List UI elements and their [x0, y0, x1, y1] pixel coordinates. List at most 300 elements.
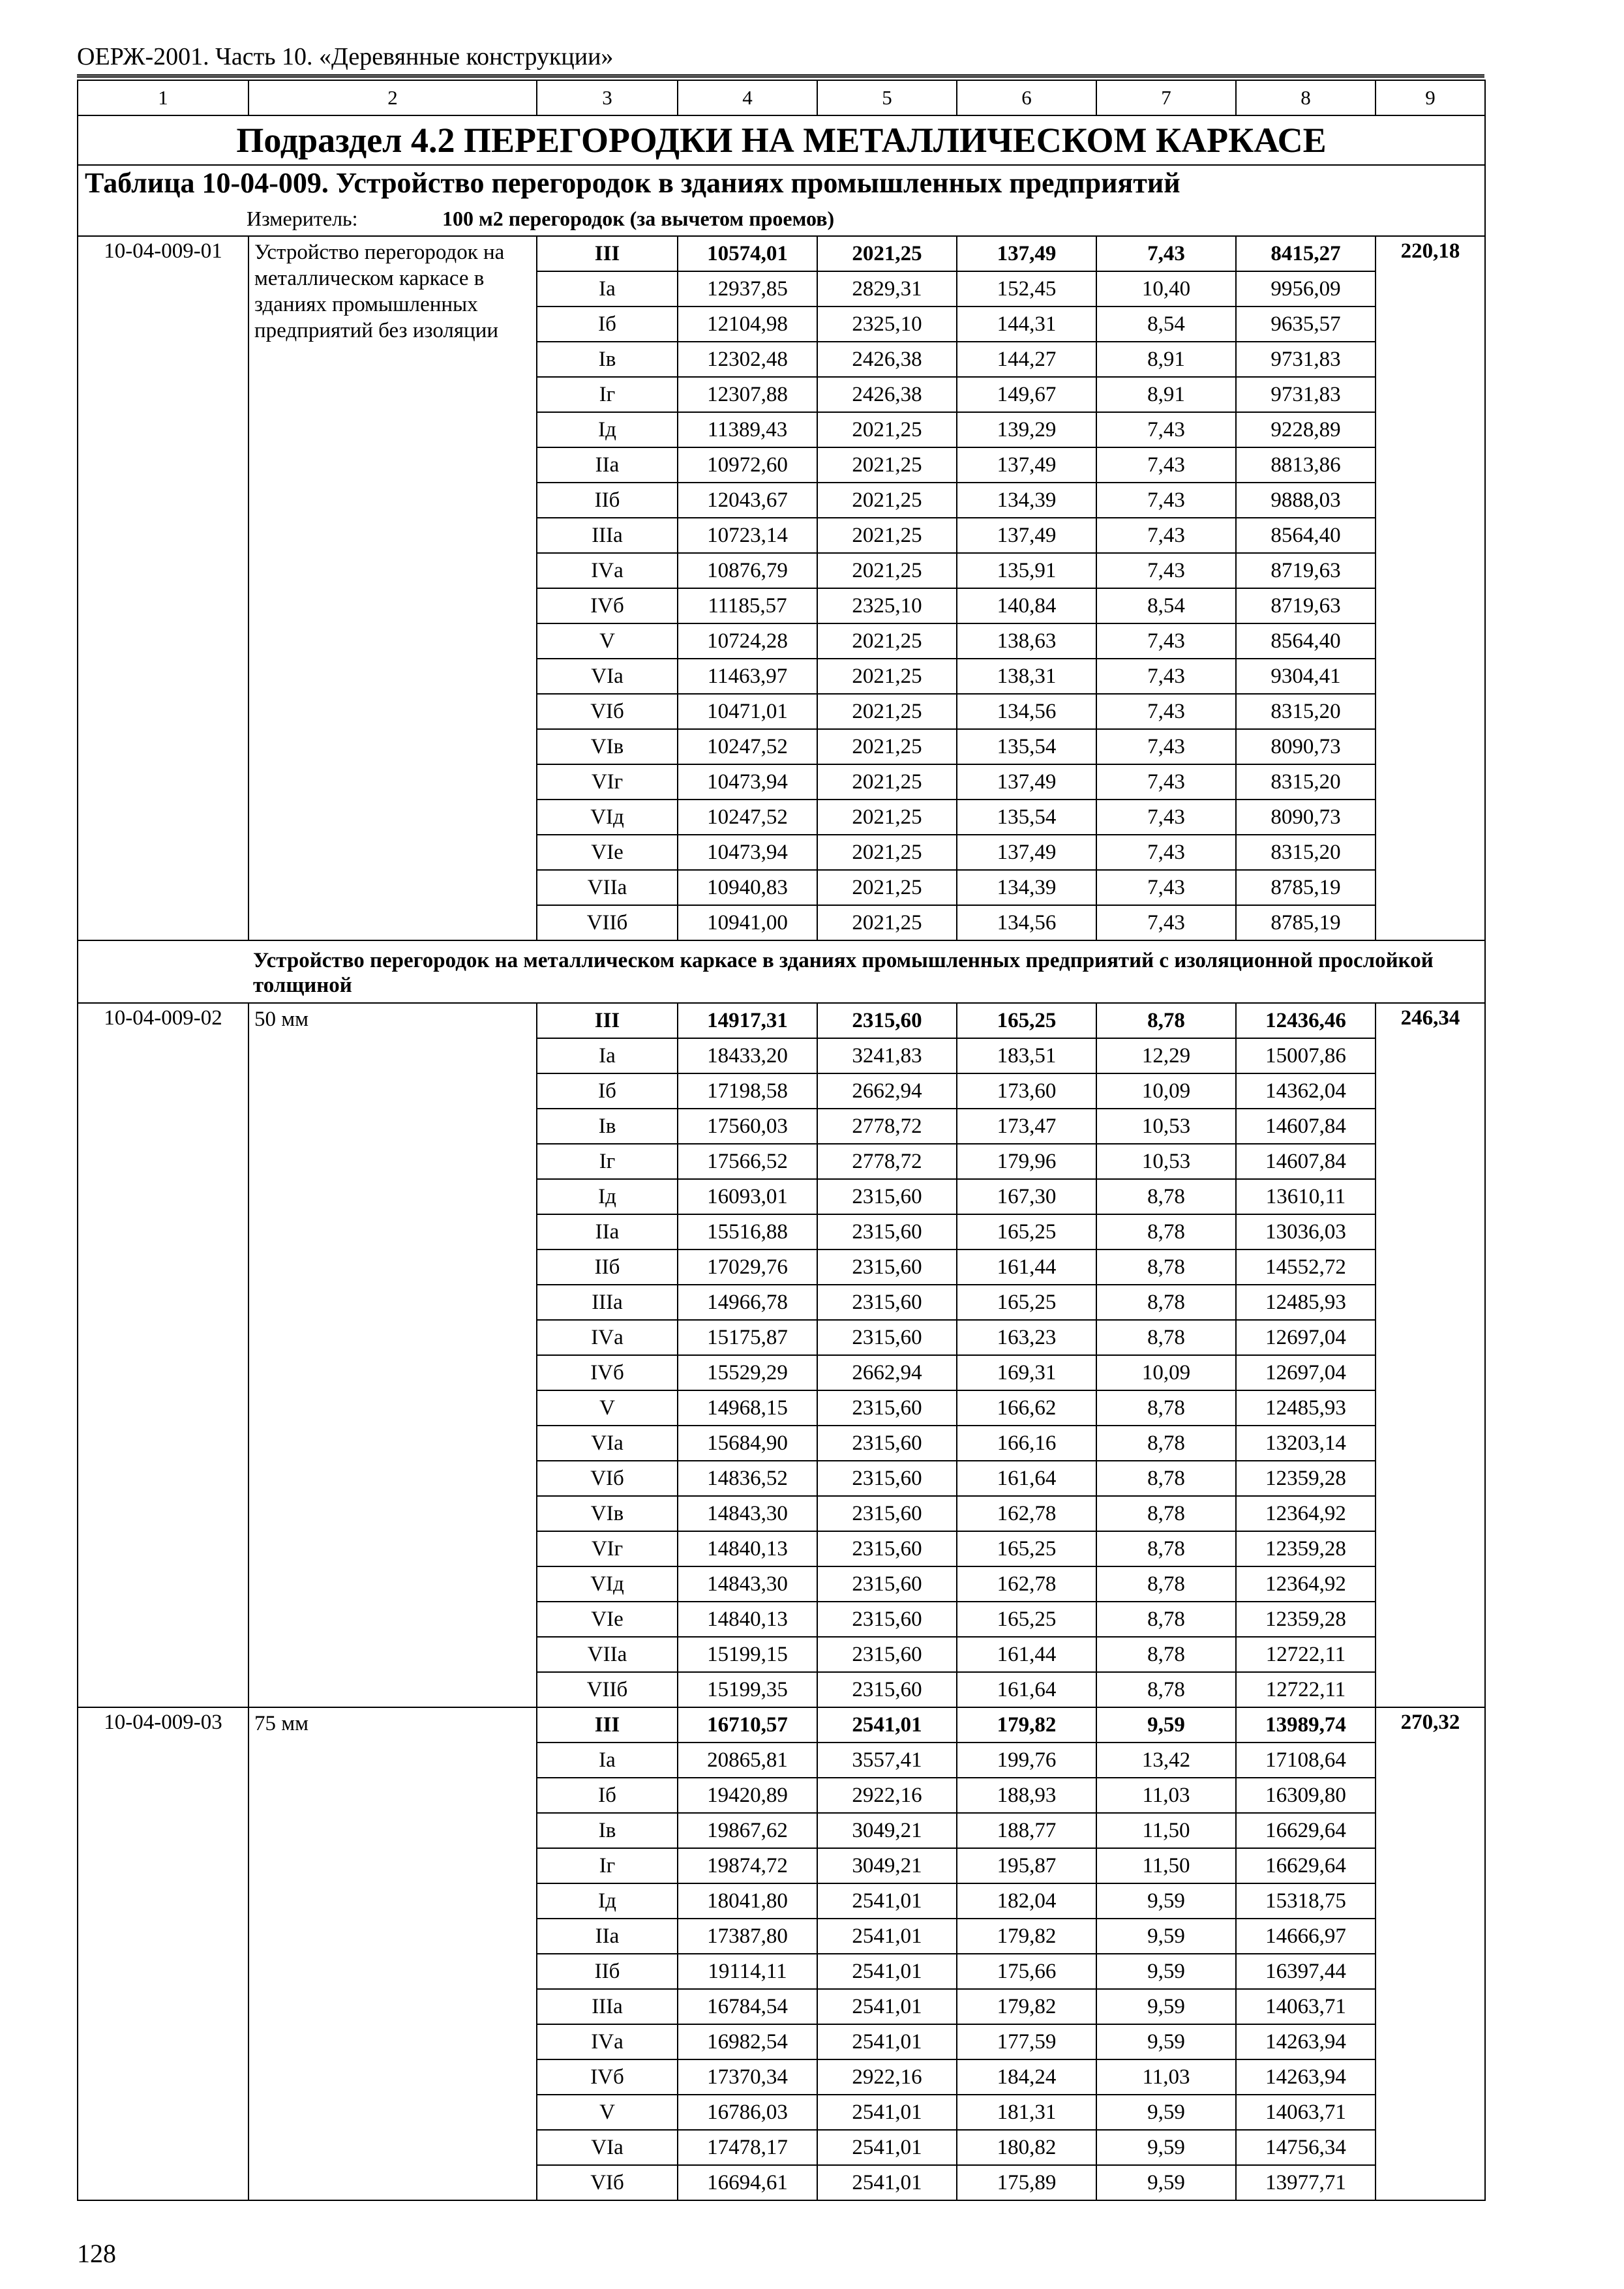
zone-cell: IVа [537, 553, 678, 588]
table-row [78, 1707, 1485, 1743]
section-title-row [78, 940, 1485, 1003]
value-cell: 134,39 [957, 483, 1096, 518]
value-cell: 17566,52 [678, 1144, 817, 1179]
value-cell: 7,43 [1096, 729, 1236, 764]
value-cell: 20865,81 [678, 1743, 817, 1778]
value-cell: 14263,94 [1236, 2059, 1376, 2095]
value-cell: 15175,87 [678, 1320, 817, 1355]
zone-cell: VIIб [537, 905, 678, 940]
value-cell: 163,23 [957, 1320, 1096, 1355]
column-number: 9 [1376, 80, 1485, 115]
value-cell: 8,54 [1096, 307, 1236, 342]
meter-label: Измеритель: [247, 206, 358, 230]
value-cell: 2541,01 [817, 1989, 957, 2024]
zone-cell: VIIа [537, 1637, 678, 1672]
value-cell: 179,82 [957, 1707, 1096, 1743]
value-cell: 2315,60 [817, 1496, 957, 1531]
value-cell: 9,59 [1096, 2024, 1236, 2059]
value-cell: 2325,10 [817, 588, 957, 623]
zone-cell: VIб [537, 694, 678, 729]
zone-cell: III [537, 236, 678, 271]
value-cell: 173,47 [957, 1109, 1096, 1144]
value-cell: 165,25 [957, 1285, 1096, 1320]
value-cell: 14843,30 [678, 1496, 817, 1531]
column-number: 3 [537, 80, 678, 115]
value-cell: 2021,25 [817, 835, 957, 870]
value-cell: 12302,48 [678, 342, 817, 377]
value-cell: 9,59 [1096, 1919, 1236, 1954]
value-cell: 2426,38 [817, 377, 957, 412]
zone-cell: Iв [537, 1109, 678, 1144]
value-cell: 12359,28 [1236, 1602, 1376, 1637]
column-number: 2 [248, 80, 537, 115]
value-cell: 14666,97 [1236, 1919, 1376, 1954]
value-cell: 15516,88 [678, 1214, 817, 1249]
value-cell: 8,78 [1096, 1285, 1236, 1320]
value-cell: 8564,40 [1236, 518, 1376, 553]
zone-cell: V [537, 1390, 678, 1426]
value-cell: 16629,64 [1236, 1848, 1376, 1883]
value-cell: 10,40 [1096, 271, 1236, 307]
value-cell: 10247,52 [678, 729, 817, 764]
table-row [78, 1003, 1485, 1038]
value-cell: 134,39 [957, 870, 1096, 905]
value-cell: 8090,73 [1236, 800, 1376, 835]
value-cell: 17478,17 [678, 2130, 817, 2165]
value-cell: 19114,11 [678, 1954, 817, 1989]
zone-cell: Iа [537, 1743, 678, 1778]
zone-cell: Iа [537, 1038, 678, 1073]
zone-cell: VIб [537, 1461, 678, 1496]
value-cell: 14968,15 [678, 1390, 817, 1426]
value-cell: 8813,86 [1236, 447, 1376, 483]
value-cell: 10473,94 [678, 835, 817, 870]
value-cell: 139,29 [957, 412, 1096, 447]
table-title: Таблица 10-04-009. Устройство перегородок в зданиях промышленных предприятий [78, 165, 1485, 201]
zone-cell: IIа [537, 1919, 678, 1954]
value-cell: 17029,76 [678, 1249, 817, 1285]
value-cell: 8,78 [1096, 1531, 1236, 1566]
column-number: 7 [1096, 80, 1236, 115]
value-cell: 177,59 [957, 2024, 1096, 2059]
value-cell: 8719,63 [1236, 588, 1376, 623]
table-title-row [78, 165, 1485, 201]
value-cell: 2021,25 [817, 694, 957, 729]
value-cell: 9,59 [1096, 1954, 1236, 1989]
value-cell: 188,93 [957, 1778, 1096, 1813]
value-cell: 12359,28 [1236, 1461, 1376, 1496]
value-cell: 8315,20 [1236, 764, 1376, 800]
page-header: ОЕРЖ-2001. Часть 10. «Деревянные конструкции» [77, 43, 614, 70]
value-cell: 9956,09 [1236, 271, 1376, 307]
value-cell: 2315,60 [817, 1426, 957, 1461]
zone-cell: IIа [537, 447, 678, 483]
zone-cell: Iб [537, 1778, 678, 1813]
value-cell: 2315,60 [817, 1214, 957, 1249]
value-cell: 9,59 [1096, 2165, 1236, 2200]
value-cell: 16309,80 [1236, 1778, 1376, 1813]
value-cell: 14966,78 [678, 1285, 817, 1320]
value-cell: 14362,04 [1236, 1073, 1376, 1109]
value-cell: 10247,52 [678, 800, 817, 835]
value-cell: 152,45 [957, 271, 1096, 307]
value-cell: 135,54 [957, 800, 1096, 835]
value-cell: 14552,72 [1236, 1249, 1376, 1285]
value-cell: 161,64 [957, 1461, 1096, 1496]
value-cell: 7,43 [1096, 694, 1236, 729]
value-cell: 17387,80 [678, 1919, 817, 1954]
value-cell: 8,78 [1096, 1003, 1236, 1038]
value-cell: 2021,25 [817, 236, 957, 271]
value-cell: 15199,35 [678, 1672, 817, 1707]
value-cell: 161,64 [957, 1672, 1096, 1707]
value-cell: 2021,25 [817, 905, 957, 940]
value-cell: 138,63 [957, 623, 1096, 659]
value-cell: 16786,03 [678, 2095, 817, 2130]
value-cell: 184,24 [957, 2059, 1096, 2095]
value-cell: 14836,52 [678, 1461, 817, 1496]
value-cell: 13,42 [1096, 1743, 1236, 1778]
value-cell: 11,50 [1096, 1813, 1236, 1848]
value-cell: 12359,28 [1236, 1531, 1376, 1566]
value-cell: 2325,10 [817, 307, 957, 342]
value-cell: 8,78 [1096, 1602, 1236, 1637]
page-number: 128 [77, 2239, 116, 2268]
value-cell: 10724,28 [678, 623, 817, 659]
value-cell: 179,96 [957, 1144, 1096, 1179]
value-cell: 19867,62 [678, 1813, 817, 1848]
value-cell: 8,78 [1096, 1566, 1236, 1602]
value-cell: 175,89 [957, 2165, 1096, 2200]
zone-cell: IVб [537, 2059, 678, 2095]
value-cell: 8,78 [1096, 1672, 1236, 1707]
zone-cell: VIб [537, 2165, 678, 2200]
value-cell: 3557,41 [817, 1743, 957, 1778]
value-cell: 179,82 [957, 1989, 1096, 2024]
value-cell: 2315,60 [817, 1461, 957, 1496]
value-cell: 2021,25 [817, 800, 957, 835]
value-cell: 15318,75 [1236, 1883, 1376, 1919]
value-cell: 12722,11 [1236, 1672, 1376, 1707]
value-cell: 137,49 [957, 236, 1096, 271]
value-cell: 10,09 [1096, 1073, 1236, 1109]
item-description: 50 мм [248, 1003, 537, 1707]
zone-cell: VIг [537, 1531, 678, 1566]
column-number: 4 [678, 80, 817, 115]
value-cell: 13036,03 [1236, 1214, 1376, 1249]
zone-cell: IVб [537, 1355, 678, 1390]
value-cell: 9731,83 [1236, 342, 1376, 377]
value-cell: 3241,83 [817, 1038, 957, 1073]
value-cell: 19874,72 [678, 1848, 817, 1883]
value-cell: 2315,60 [817, 1602, 957, 1637]
value-cell: 2021,25 [817, 659, 957, 694]
value-cell: 14607,84 [1236, 1109, 1376, 1144]
value-cell: 2541,01 [817, 1883, 957, 1919]
value-cell: 3049,21 [817, 1813, 957, 1848]
value-cell: 7,43 [1096, 553, 1236, 588]
value-cell: 2778,72 [817, 1144, 957, 1179]
value-cell: 162,78 [957, 1566, 1096, 1602]
value-cell: 9,59 [1096, 2130, 1236, 2165]
value-cell: 12043,67 [678, 483, 817, 518]
value-cell: 15684,90 [678, 1426, 817, 1461]
value-cell: 7,43 [1096, 905, 1236, 940]
value-cell: 12697,04 [1236, 1355, 1376, 1390]
value-cell: 134,56 [957, 905, 1096, 940]
value-cell: 165,25 [957, 1531, 1096, 1566]
zone-cell: IIб [537, 1249, 678, 1285]
value-cell: 12,29 [1096, 1038, 1236, 1073]
value-cell: 14840,13 [678, 1531, 817, 1566]
value-cell: 180,82 [957, 2130, 1096, 2165]
zone-cell: IVб [537, 588, 678, 623]
table-row [78, 236, 1485, 271]
value-cell: 8,91 [1096, 342, 1236, 377]
value-cell: 2021,25 [817, 623, 957, 659]
value-cell: 169,31 [957, 1355, 1096, 1390]
zone-cell: Iб [537, 1073, 678, 1109]
value-cell: 2021,25 [817, 764, 957, 800]
value-cell: 195,87 [957, 1848, 1096, 1883]
meter-value: 100 м2 перегородок (за вычетом проемов) [442, 206, 835, 230]
value-cell: 161,44 [957, 1249, 1096, 1285]
value-cell: 8719,63 [1236, 553, 1376, 588]
value-cell: 7,43 [1096, 800, 1236, 835]
value-cell: 9,59 [1096, 1883, 1236, 1919]
zone-cell: IIб [537, 483, 678, 518]
column-number: 6 [957, 80, 1096, 115]
zone-cell: IIIа [537, 1285, 678, 1320]
value-cell: 17560,03 [678, 1109, 817, 1144]
value-cell: 8564,40 [1236, 623, 1376, 659]
zone-cell: VIIб [537, 1672, 678, 1707]
value-cell: 7,43 [1096, 412, 1236, 447]
value-cell: 14063,71 [1236, 2095, 1376, 2130]
value-cell: 8,78 [1096, 1214, 1236, 1249]
value-cell: 8785,19 [1236, 870, 1376, 905]
value-cell: 166,62 [957, 1390, 1096, 1426]
value-cell: 12722,11 [1236, 1637, 1376, 1672]
value-cell: 8,54 [1096, 588, 1236, 623]
value-cell: 137,49 [957, 518, 1096, 553]
zone-cell: VIа [537, 659, 678, 694]
value-cell: 10972,60 [678, 447, 817, 483]
value-cell: 2021,25 [817, 483, 957, 518]
column-numbers-row [78, 80, 1485, 115]
value-cell: 9888,03 [1236, 483, 1376, 518]
value-cell: 19420,89 [678, 1778, 817, 1813]
value-cell: 16093,01 [678, 1179, 817, 1214]
value-cell: 10,53 [1096, 1144, 1236, 1179]
zone-cell: V [537, 2095, 678, 2130]
value-cell: 134,56 [957, 694, 1096, 729]
zone-cell: IIа [537, 1214, 678, 1249]
value-cell: 12364,92 [1236, 1566, 1376, 1602]
value-cell: 15199,15 [678, 1637, 817, 1672]
value-cell: 14917,31 [678, 1003, 817, 1038]
zone-cell: VIа [537, 1426, 678, 1461]
value-cell: 16694,61 [678, 2165, 817, 2200]
item-code: 10-04-009-02 [78, 1003, 248, 1707]
value-cell: 10876,79 [678, 553, 817, 588]
value-cell: 16629,64 [1236, 1813, 1376, 1848]
value-cell: 183,51 [957, 1038, 1096, 1073]
value-cell: 12697,04 [1236, 1320, 1376, 1355]
value-cell: 11463,97 [678, 659, 817, 694]
value-cell: 2426,38 [817, 342, 957, 377]
value-cell: 2315,60 [817, 1566, 957, 1602]
value-cell: 8,78 [1096, 1390, 1236, 1426]
zone-cell: Iд [537, 1179, 678, 1214]
value-cell: 137,49 [957, 447, 1096, 483]
value-cell: 17198,58 [678, 1073, 817, 1109]
value-cell: 2021,25 [817, 729, 957, 764]
value-cell: 2315,60 [817, 1179, 957, 1214]
value-cell: 7,43 [1096, 835, 1236, 870]
value-cell: 7,43 [1096, 483, 1236, 518]
zone-cell: IIIа [537, 1989, 678, 2024]
zone-cell: VIд [537, 1566, 678, 1602]
column-number: 8 [1236, 80, 1376, 115]
value-cell: 2541,01 [817, 2130, 957, 2165]
zone-cell: VIа [537, 2130, 678, 2165]
zone-cell: VIIа [537, 870, 678, 905]
zone-cell: Iг [537, 377, 678, 412]
value-cell: 137,49 [957, 835, 1096, 870]
value-cell: 2541,01 [817, 1954, 957, 1989]
item-description: Устройство перегородок на металлическом каркасе в зданиях промышленных предприятий без изоляции [248, 236, 537, 940]
value-cell: 11,03 [1096, 1778, 1236, 1813]
item-code: 10-04-009-03 [78, 1707, 248, 2200]
zone-cell: VIв [537, 729, 678, 764]
value-cell: 9,59 [1096, 1989, 1236, 2024]
value-cell: 8,78 [1096, 1249, 1236, 1285]
item-total: 246,34 [1376, 1003, 1485, 1707]
value-cell: 7,43 [1096, 623, 1236, 659]
value-cell: 8,78 [1096, 1637, 1236, 1672]
value-cell: 2922,16 [817, 2059, 957, 2095]
value-cell: 18433,20 [678, 1038, 817, 1073]
value-cell: 2315,60 [817, 1249, 957, 1285]
zone-cell: V [537, 623, 678, 659]
value-cell: 7,43 [1096, 236, 1236, 271]
value-cell: 165,25 [957, 1214, 1096, 1249]
value-cell: 7,43 [1096, 870, 1236, 905]
item-total: 220,18 [1376, 236, 1485, 940]
column-number: 1 [78, 80, 248, 115]
value-cell: 14263,94 [1236, 2024, 1376, 2059]
item-code: 10-04-009-01 [78, 236, 248, 940]
value-cell: 165,25 [957, 1003, 1096, 1038]
value-cell: 11,03 [1096, 2059, 1236, 2095]
zone-cell: Iб [537, 307, 678, 342]
meter-row [78, 201, 1485, 236]
value-cell: 10471,01 [678, 694, 817, 729]
value-cell: 166,16 [957, 1426, 1096, 1461]
value-cell: 161,44 [957, 1637, 1096, 1672]
value-cell: 135,91 [957, 553, 1096, 588]
section-title: Устройство перегородок на металлическом каркасе в зданиях промышленных предприятий с изоляционной прослойкой толщиной [253, 949, 1434, 997]
value-cell: 11185,57 [678, 588, 817, 623]
value-cell: 10473,94 [678, 764, 817, 800]
zone-cell: Iв [537, 1813, 678, 1848]
value-cell: 9,59 [1096, 2095, 1236, 2130]
zone-cell: Iв [537, 342, 678, 377]
value-cell: 9304,41 [1236, 659, 1376, 694]
zone-cell: III [537, 1003, 678, 1038]
value-cell: 2662,94 [817, 1073, 957, 1109]
value-cell: 13610,11 [1236, 1179, 1376, 1214]
value-cell: 10,53 [1096, 1109, 1236, 1144]
value-cell: 12485,93 [1236, 1285, 1376, 1320]
zone-cell: IIIа [537, 518, 678, 553]
zone-cell: IVа [537, 2024, 678, 2059]
value-cell: 17370,34 [678, 2059, 817, 2095]
value-cell: 2315,60 [817, 1390, 957, 1426]
zone-cell: VIв [537, 1496, 678, 1531]
value-cell: 8,78 [1096, 1320, 1236, 1355]
value-cell: 11,50 [1096, 1848, 1236, 1883]
zone-cell: Iг [537, 1144, 678, 1179]
value-cell: 8090,73 [1236, 729, 1376, 764]
zone-cell: VIе [537, 835, 678, 870]
value-cell: 8315,20 [1236, 835, 1376, 870]
value-cell: 12485,93 [1236, 1390, 1376, 1426]
value-cell: 2315,60 [817, 1672, 957, 1707]
value-cell: 14843,30 [678, 1566, 817, 1602]
estimate-table [77, 80, 1486, 2201]
value-cell: 2021,25 [817, 553, 957, 588]
value-cell: 8,78 [1096, 1496, 1236, 1531]
value-cell: 11389,43 [678, 412, 817, 447]
value-cell: 135,54 [957, 729, 1096, 764]
value-cell: 10723,14 [678, 518, 817, 553]
value-cell: 2541,01 [817, 2165, 957, 2200]
value-cell: 2021,25 [817, 447, 957, 483]
value-cell: 10940,83 [678, 870, 817, 905]
value-cell: 9,59 [1096, 1707, 1236, 1743]
value-cell: 149,67 [957, 377, 1096, 412]
value-cell: 3049,21 [817, 1848, 957, 1883]
zone-cell: Iд [537, 412, 678, 447]
value-cell: 9635,57 [1236, 307, 1376, 342]
value-cell: 14607,84 [1236, 1144, 1376, 1179]
value-cell: 13989,74 [1236, 1707, 1376, 1743]
value-cell: 7,43 [1096, 518, 1236, 553]
zone-cell: VIг [537, 764, 678, 800]
value-cell: 12937,85 [678, 271, 817, 307]
value-cell: 2541,01 [817, 2024, 957, 2059]
value-cell: 7,43 [1096, 764, 1236, 800]
value-cell: 7,43 [1096, 659, 1236, 694]
value-cell: 9731,83 [1236, 377, 1376, 412]
zone-cell: Iд [537, 1883, 678, 1919]
value-cell: 2662,94 [817, 1355, 957, 1390]
value-cell: 15529,29 [678, 1355, 817, 1390]
zone-cell: VIд [537, 800, 678, 835]
value-cell: 7,43 [1096, 447, 1236, 483]
value-cell: 9228,89 [1236, 412, 1376, 447]
value-cell: 2315,60 [817, 1003, 957, 1038]
value-cell: 2315,60 [817, 1637, 957, 1672]
zone-cell: III [537, 1707, 678, 1743]
value-cell: 8,78 [1096, 1461, 1236, 1496]
value-cell: 8,78 [1096, 1179, 1236, 1214]
value-cell: 173,60 [957, 1073, 1096, 1109]
value-cell: 17108,64 [1236, 1743, 1376, 1778]
item-total: 270,32 [1376, 1707, 1485, 2200]
